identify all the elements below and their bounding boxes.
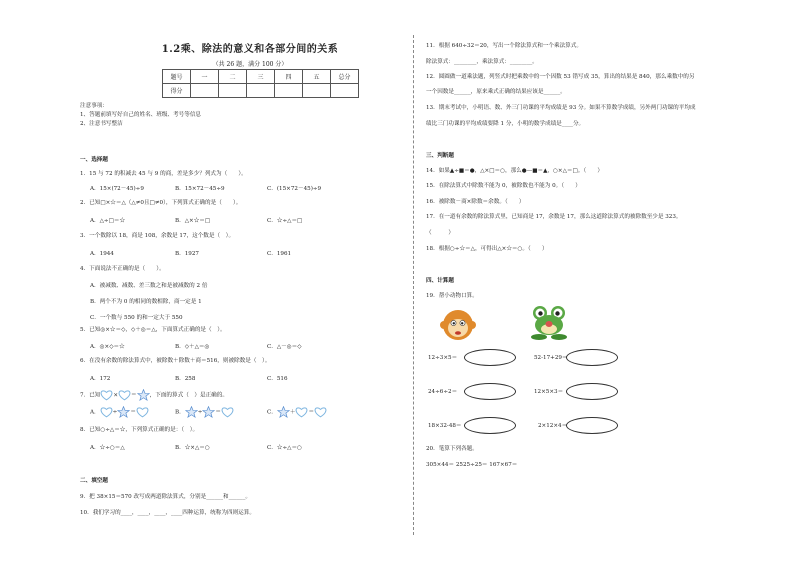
option-a[interactable]: A．1944 — [90, 251, 114, 257]
option-b[interactable]: B．☆×△＝○ — [175, 445, 210, 451]
option-c[interactable]: C．△－◎＝◇ — [267, 344, 302, 350]
question-11-answer: 除法算式：________，乘法算式：________。 — [426, 59, 538, 65]
option-c[interactable]: C．☆÷△＝○ — [267, 445, 302, 451]
question-17-cont: （ ） — [426, 230, 454, 236]
divide-sign: ÷ — [197, 409, 203, 416]
score-input-cell[interactable] — [303, 84, 331, 98]
equals-sign: ＝ — [131, 392, 137, 399]
option-a[interactable]: A．☆÷○＝△ — [90, 445, 125, 451]
divide-sign: ÷ — [112, 409, 118, 416]
option-a[interactable]: A．◎×◇＝☆ — [90, 344, 125, 350]
heart-icon — [295, 407, 308, 418]
question-15: 15．在除法算式中除数不能为 0，被除数也不能为 0。（ ） — [426, 183, 581, 189]
calc-expression: 18×32-48＝ — [428, 423, 462, 429]
question-9: 9．把 38×15＝570 改写成两道除法算式，分别是______和______。 — [80, 494, 251, 500]
question-18: 18．根据○÷☆＝△，可得出△×☆＝○。（ ） — [426, 246, 548, 252]
equals-sign: ＝ — [130, 409, 136, 416]
answer-oval[interactable] — [464, 349, 516, 366]
section-heading: 三、判断题 — [426, 153, 454, 159]
question-10: 10．我们学习的____，____，____，____四种运算，统称为四则运算。 — [80, 510, 255, 516]
answer-oval[interactable] — [464, 417, 516, 434]
calc-expression: 24÷6÷2＝ — [428, 389, 458, 395]
question-13-cont: 绩比三门功课的平均成绩要降 1 分，小明的数学成绩是____分。 — [426, 121, 585, 127]
times-sign: × — [113, 392, 119, 399]
option-letter: A． — [90, 409, 100, 416]
score-input-cell[interactable] — [219, 84, 247, 98]
score-cell: 总分 — [331, 70, 359, 84]
question-8: 8．已知○÷△＝☆，下列算式正确的是：（ ）。 — [80, 427, 199, 433]
question-3: 3．一个数除以 18，商是 108，余数是 17，这个数是（ ）。 — [80, 233, 235, 239]
score-table — [162, 69, 359, 98]
question-6: 6．在没有余数的除法算式中，被除数＋除数＋商＝516，则被除数是（ ）。 — [80, 358, 271, 364]
question-5: 5．已知◎×☆＝◇，◇＋◎＝△，下面算式正确的是（ ）。 — [80, 327, 226, 333]
calc-expression: 2×12×4＝ — [538, 423, 568, 429]
equals-sign: ＝ — [215, 409, 222, 416]
question-20: 20．笔算下列各题。 — [426, 446, 478, 452]
question-20-items: 305×44＝ 2525÷25＝ 167×67＝ — [426, 462, 518, 468]
question-12-cont: 一个因数是______，原来乘式正确的结果应该是______。 — [426, 89, 566, 95]
page-subtitle: （共 26 题，满分 100 分） — [212, 61, 288, 68]
option-b[interactable]: B．△×☆＝□ — [175, 218, 211, 224]
score-cell: 三 — [247, 70, 275, 84]
section-heading: 四、计算题 — [426, 278, 454, 284]
option-b[interactable]: B．15×72－45÷9 — [175, 186, 225, 192]
question-7-suffix: ，下面的算式（ ）是正确的。 — [149, 392, 228, 399]
option-c[interactable]: C．一个数与 550 的和一定大于 550 — [90, 315, 183, 321]
question-14: 14．如果▲÷■＝●，△×□＝○，那么●—■＝▲，○×△＝□。（ ） — [426, 168, 603, 174]
notice-item: 2、注意书写整洁 — [80, 121, 123, 127]
option-b[interactable] — [175, 406, 234, 420]
calc-expression: 12×5×3＝ — [534, 389, 564, 395]
star-icon — [185, 406, 198, 418]
option-a[interactable]: A．△÷□＝☆ — [90, 218, 126, 224]
heart-icon — [221, 407, 234, 418]
score-input-cell[interactable] — [247, 84, 275, 98]
score-cell: 五 — [303, 70, 331, 84]
answer-oval[interactable] — [566, 417, 618, 434]
option-b[interactable]: B．258 — [175, 376, 196, 382]
option-a[interactable]: A．172 — [90, 376, 111, 382]
question-11: 11．根据 640÷32＝20，写出一个除法算式和一个乘法算式。 — [426, 43, 582, 49]
star-icon — [137, 389, 150, 401]
question-13: 13．期末考试中，小明语、数、外三门功课的平均成绩是 93 分。如果不算数学成绩，另外两门功课的平均成 — [426, 105, 696, 111]
score-cell: 一 — [191, 70, 219, 84]
answer-oval[interactable] — [566, 349, 618, 366]
option-b[interactable]: B．◇＋△＝◎ — [175, 344, 210, 350]
option-a[interactable]: A．被减数、减数、差三数之和是被减数的 2 倍 — [90, 283, 208, 289]
heart-icon — [100, 390, 113, 401]
answer-oval[interactable] — [566, 383, 618, 400]
option-b[interactable]: B．1927 — [175, 251, 199, 257]
notice-item: 1、答题前填写好自己的姓名、班级、考号等信息 — [80, 112, 202, 118]
question-17: 17．在一道有余数的除法算式里，已知商是 17，余数是 17，那么这道除法算式的被除数至少是 323。 — [426, 214, 682, 220]
question-7-prefix: 7．已知 — [80, 392, 101, 399]
option-a[interactable] — [90, 406, 149, 420]
notice-title: 注意事项： — [80, 103, 108, 109]
star-icon — [117, 406, 130, 418]
option-b[interactable]: B．两个不为 0 的相同的数相除，商一定是 1 — [90, 299, 202, 305]
option-a[interactable]: A．15×(72－45)÷9 — [90, 186, 144, 192]
monkey-icon — [440, 308, 476, 342]
question-1: 1．15 与 72 的积减去 45 与 9 的商，差是多少？列式为（ ）。 — [80, 171, 247, 177]
star-icon — [277, 406, 290, 418]
score-table-header-row — [163, 70, 359, 84]
star-icon — [202, 406, 215, 418]
question-16: 16．被除数－商×除数＝余数。（ ） — [426, 199, 525, 205]
option-letter: B． — [175, 409, 185, 416]
heart-icon — [314, 407, 327, 418]
question-4: 4．下面说法不正确的是（ ）。 — [80, 266, 165, 272]
heart-icon — [100, 407, 113, 418]
section-heading: 一、选择题 — [80, 157, 108, 163]
page-title: 1.2乘、除法的意义和各部分间的关系 — [161, 44, 339, 55]
question-19: 19．帮小动物口算。 — [426, 293, 478, 299]
option-c[interactable]: C．☆÷△＝□ — [267, 218, 303, 224]
calc-expression: 52-17+29＝ — [534, 355, 568, 361]
frog-icon — [529, 304, 569, 342]
section-heading: 二、填空题 — [80, 478, 108, 484]
score-cell: 二 — [219, 70, 247, 84]
calc-expression: 12÷3×5＝ — [428, 355, 458, 361]
option-letter: C． — [267, 409, 277, 416]
question-7 — [80, 389, 228, 403]
score-input-cell[interactable] — [275, 84, 303, 98]
answer-oval[interactable] — [464, 383, 516, 400]
heart-icon — [118, 390, 131, 401]
heart-icon — [136, 407, 149, 418]
option-c[interactable]: C．1961 — [267, 251, 292, 257]
option-c[interactable]: C．516 — [267, 376, 288, 382]
plus-sign: ＋ — [289, 409, 296, 416]
score-cell: 四 — [275, 70, 303, 84]
score-cell: 得分 — [163, 84, 191, 98]
score-input-cell[interactable] — [331, 84, 359, 98]
score-table-score-row — [163, 84, 359, 98]
score-input-cell[interactable] — [191, 84, 219, 98]
equals-sign: ＝ — [308, 409, 315, 416]
option-c[interactable]: C．(15×72－45)÷9 — [267, 186, 322, 192]
question-2: 2．已知□×☆＝△（△≠0且□≠0），下列算式正确的是（ ）。 — [80, 200, 242, 206]
score-cell: 题号 — [163, 70, 191, 84]
question-12: 12．圆圆做一道乘法题，列竖式时把乘数中的一个因数 53 错写成 35，算出的结果是 840，那么乘数中的另 — [426, 74, 695, 80]
column-divider — [413, 35, 414, 535]
option-c[interactable] — [267, 406, 327, 420]
